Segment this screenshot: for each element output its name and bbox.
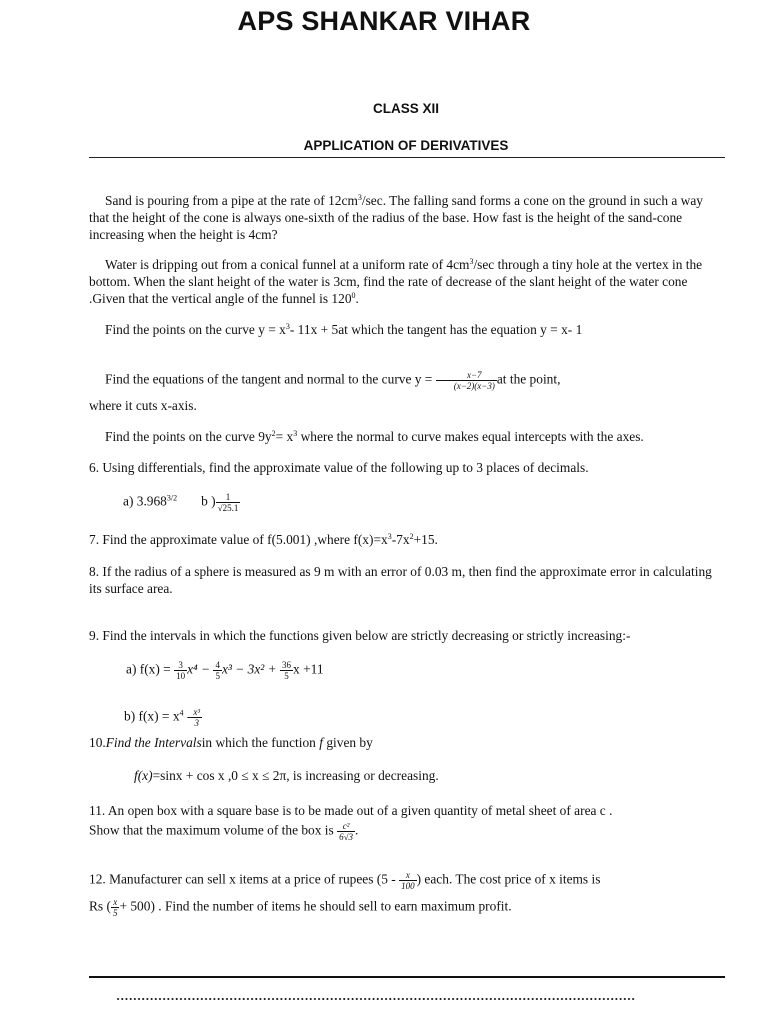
q4-frac-den: (x−2)(x−3) [436, 380, 497, 391]
q10-number: 10. [89, 735, 106, 750]
q9a-frac-3-num: 36 [282, 660, 292, 670]
q12-fraction-1 [399, 870, 417, 891]
q9a-label: a) f(x) = [126, 661, 171, 677]
question-11-cont [89, 821, 725, 842]
question-4-cont: where it cuts x-axis. [89, 398, 197, 413]
school-name: APS SHANKAR VIHAR [237, 6, 531, 36]
q12-frac-2-den: 5 [112, 908, 118, 918]
q10-text-c: given by [326, 735, 373, 750]
question-8: 8. If the radius of a sphere is measured as 9 m with an error of 0.03 m, then find the approximate error in calculating its surface area. [89, 564, 712, 596]
q2-text-b: /sec through a tiny hole at the vertex in the bottom. When the slant height of the water is 3cm, find the rate of decrease of the slant height of the water cone .Given that the vertical angle of the funnel is 120 [89, 257, 703, 306]
q2-sup-2: 0 [351, 291, 356, 300]
q6-fraction [216, 492, 241, 513]
q11-fraction [337, 821, 355, 842]
question-12 [89, 870, 725, 891]
question-11: 11. An open box with a square base is to be made out of a given quantity of metal sheet of area c . [89, 803, 613, 818]
footer-dotted-line [116, 996, 636, 1006]
q9b-fraction [191, 707, 202, 728]
q5-text-c: where the normal to curve makes equal intercepts with the axes. [297, 429, 644, 444]
question-9: 9. Find the intervals in which the functions given below are strictly decreasing or strictly increasing:- [89, 628, 631, 643]
q7-text-b: -7x [391, 532, 410, 547]
q6-frac-num: 1 [225, 492, 231, 502]
q11-frac-den: 6√3 [339, 832, 354, 842]
question-6-parts [123, 492, 423, 513]
q3-text-a: Find the points on the curve y = x [105, 322, 286, 337]
q7-text-a: 7. Find the approximate value of f(5.001) ,where f(x)=x [89, 532, 388, 547]
q6-part-a: a) 3.968 [123, 493, 167, 509]
q11-frac-num: c² [342, 821, 350, 831]
question-12-cont [89, 897, 725, 918]
q12-text-b: ) each. The cost price of x items is [416, 871, 601, 887]
q5-sup: 2 [271, 429, 276, 438]
q6-part-a-sup: 3/2 [166, 493, 178, 503]
q4-frac-num: x−7 [466, 370, 482, 380]
q4-text-b: at the point, [496, 371, 561, 387]
q12-text-a: 12. Manufacturer can sell x items at a price of rupees (5 - [89, 871, 396, 887]
q6-part-b: b ) [201, 493, 216, 509]
q6-frac-den: √25.1 [217, 503, 239, 513]
q5-text-b: = x [275, 429, 294, 444]
q7-text-c: +15. [413, 532, 438, 547]
q1-text-a: Sand is pouring from a pipe at the rate of 12cm [105, 193, 358, 208]
q9a-frac-1 [174, 660, 187, 681]
q3-text-b: - 11x + 5at which the tangent has the equation y = x- 1 [289, 322, 583, 337]
question-10 [89, 734, 725, 751]
header-divider [89, 157, 725, 158]
q9b-frac-num: x³ [193, 707, 201, 717]
q9a-frac-3-den: 5 [280, 670, 293, 681]
q9a-frac-2-den: 5 [215, 671, 220, 681]
q11-text-c: . [355, 822, 359, 838]
q7-sup: 3 [387, 532, 392, 541]
q9a-term-2: x³ − 3x² + [221, 661, 277, 677]
q12-frac-2-num: x [113, 897, 118, 907]
q9b-sup: 4 [179, 708, 184, 718]
q4-fraction [436, 370, 497, 391]
q11-text-b: Show that the maximum volume of the box is [89, 822, 334, 838]
q9a-frac-1-num: 3 [178, 660, 183, 670]
q12-frac-1-num: x [405, 870, 410, 880]
question-1 [89, 192, 725, 243]
question-10-expr [134, 767, 634, 784]
question-2 [89, 256, 725, 307]
q12-text-d: + 500) [119, 898, 155, 914]
question-9-part-a [126, 660, 526, 681]
q10-f: f [319, 735, 323, 750]
q5-sup-2: 3 [293, 429, 298, 438]
q12-text-c: Rs ( [89, 898, 111, 914]
q2-sup: 3 [469, 257, 474, 266]
q12-text-e: . Find the number of items he should sell to earn maximum profit. [154, 898, 512, 914]
q10-text-b: in which the function [201, 735, 316, 750]
q1-sup: 3 [357, 193, 362, 202]
q1-text-b: /sec. The falling sand forms a cone on the ground in such a way that the height of the cone is always one-sixth of the radius of the base. How fast is the height of the sand-cone increasing when the height is 4cm? [89, 193, 703, 242]
q9a-frac-2 [213, 660, 222, 681]
q10-text-d: =sinx + cos x ,0 ≤ x ≤ 2π, is [152, 768, 302, 783]
question-5 [89, 428, 725, 445]
q7-sup-2: 2 [409, 532, 414, 541]
q12-frac-1-den: 100 [401, 881, 415, 891]
class-heading: CLASS XII [372, 101, 439, 116]
q9a-frac-2-num: 4 [215, 660, 220, 670]
q10-expr: f(x) [134, 768, 153, 783]
topic-heading: APPLICATION OF DERIVATIVES [303, 138, 509, 153]
question-7 [89, 531, 725, 548]
q9a-frac-1-den: 10 [176, 671, 186, 681]
q9a-frac-3 [280, 660, 293, 681]
q9a-term-3: x +11 [293, 661, 324, 677]
footer-divider [89, 976, 725, 978]
q10-text-a: Find the Intervals [105, 735, 202, 750]
q9b-label: b) f(x) = x [124, 708, 180, 724]
q9b-frac-den: 3 [191, 717, 202, 728]
q2-text-a: Water is dripping out from a conical funnel at a uniform rate of 4cm [105, 257, 470, 272]
q3-sup: 3 [285, 322, 290, 331]
question-6: 6. Using differentials, find the approximate value of the following up to 3 places of decimals. [89, 460, 589, 475]
q9a-term-1: x⁴ − [187, 661, 211, 677]
question-9-part-b [124, 707, 424, 728]
question-3 [89, 321, 725, 338]
question-4 [89, 370, 725, 391]
q2-text-c: . [355, 291, 359, 306]
q9b-mid: - [183, 708, 192, 724]
q4-text-a: Find the equations of the tangent and normal to the curve y = [105, 371, 433, 387]
q10-text-e: increasing or decreasing. [301, 768, 439, 783]
q5-text-a: Find the points on the curve 9y [105, 429, 272, 444]
